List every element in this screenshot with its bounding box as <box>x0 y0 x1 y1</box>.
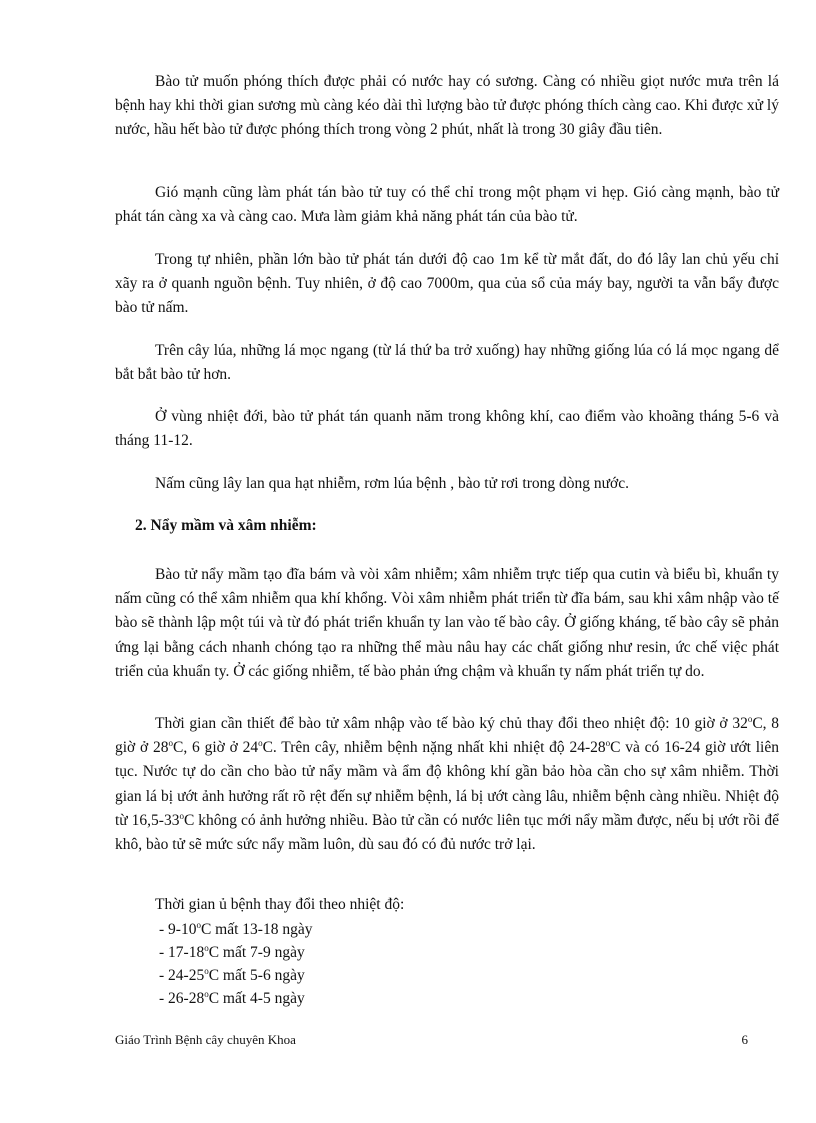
degree-mark: o <box>204 943 209 953</box>
duration: C mất 13-18 ngày <box>200 921 313 938</box>
text-segment: C, 8 giờ ở 28 <box>115 715 779 757</box>
paragraph-rice-leaves: Trên cây lúa, những lá mọc ngang (từ lá thứ ba trở xuống) hay những giống lúa có lá mọc ngang dể bắt bắt bào tử hơn. <box>115 342 779 384</box>
page-number: 6 <box>741 1032 748 1047</box>
duration: C mất 7-9 ngày <box>208 944 305 961</box>
list-item <box>159 987 312 1010</box>
degree-mark: o <box>747 714 753 724</box>
temperature-range: - 17-18 <box>159 944 205 961</box>
paragraph-seed-spread: Nấm cũng lây lan qua hạt nhiễm, rơm lúa bệnh , bào tử rơi trong dòng nước. <box>155 475 629 492</box>
temperature-range: - 24-25 <box>159 967 205 984</box>
paragraph-infection: Bào tử nẩy mầm tạo đĩa bám và vòi xâm nhiễm; xâm nhiễm trực tiếp qua cutin và biểu bì, khuẩn ty nấm cũng có thể xâm nhiễm qua khí khổng. Vòi xâm nhiễm phát triển từ đĩa bám, sau khi xâm nhập vào tế bào sẽ thành lập một túi và từ đó phát triển khuẩn ty lan vào tế bào cây. Ở giống kháng, tế bào cây sẽ phản ứng lại bằng cách nhanh chóng tạo ra những thể màu nâu hay các chất giống như resin, ức chế việc phát triển của khuẩn ty. Ở các giống nhiễm, tế bào phản ứng chậm và khuẩn ty nấm phát triển tự do. <box>115 566 779 680</box>
paragraph-altitude: Trong tự nhiên, phần lớn bào tử phát tán dưới độ cao 1m kể từ mắt đất, do đó lây lan chủ yếu chỉ xãy ra ở quanh nguồn bệnh. Tuy nhiên, ở độ cao 7000m, qua của sổ của máy bay, người ta vẫn bẩy được bào tử nấm. <box>115 251 779 317</box>
paragraph-wind-dispersal: Gió mạnh cũng làm phát tán bào tử tuy có thể chỉ trong một phạm vi hẹp. Gió càng mạnh, bào tử phát tán càng xa và càng cao. Mưa làm giảm khả năng phát tán của bào tử. <box>115 184 779 226</box>
list-item <box>159 964 312 987</box>
degree-mark: o <box>258 738 263 749</box>
degree-mark: o <box>168 738 174 749</box>
paragraph-infection-time <box>115 712 779 857</box>
text-segment: C. Trên cây, nhiễm bệnh nặng nhất khi nhiệt độ 24-28 <box>262 739 606 757</box>
degree-mark: o <box>204 989 209 999</box>
text-segment: C và có 16-24 giờ ướt liên tục. Nước tự do cần cho bào tử nẩy mầm và ẩm độ không khí gần bảo hòa cần cho sự xâm nhiễm. Thời gian lá bị ướt ảnh hưởng rất rõ rệt đến sự nhiễm bệnh, lá bị ướt càng lâu, nhiễm bệnh càng nhiều. Nhiệt độ từ 16,5-33 <box>115 739 779 829</box>
incubation-intro: Thời gian ủ bệnh thay đổi theo nhiệt độ: <box>155 896 405 913</box>
duration: C mất 4-5 ngày <box>208 990 305 1007</box>
degree-mark: o <box>179 810 184 821</box>
footer-title: Giáo Trình Bệnh cây chuyên Khoa <box>115 1032 296 1047</box>
list-item <box>159 941 312 964</box>
list-item <box>159 918 312 941</box>
degree-mark: o <box>196 920 201 930</box>
temperature-range: - 9-10 <box>159 921 197 938</box>
text-segment: C, 6 giờ ở 24 <box>173 739 259 757</box>
temperature-range: - 26-28 <box>159 990 205 1007</box>
degree-mark: o <box>605 738 611 749</box>
paragraph-spore-release: Bào tử muốn phóng thích được phải có nước hay có sương. Càng có nhiều giọt nước mưa trên lá bệnh hay khi thời gian sương mù càng kéo dài thì lượng bào tử được phóng thích càng cao. Khi được xử lý nước, hầu hết bào tử được phóng thích trong vòng 2 phút, nhất là trong 30 giây đầu tiên. <box>115 73 779 139</box>
section-heading: 2. Nẩy mầm và xâm nhiễm: <box>135 517 317 534</box>
text-segment: Thời gian cần thiết để bào tử xâm nhập vào tế bào ký chủ thay đổi theo nhiệt độ: 10 giờ ở 32 <box>155 715 748 732</box>
duration: C mất 5-6 ngày <box>208 967 305 984</box>
degree-mark: o <box>204 966 209 976</box>
text-segment: C không có ảnh hưởng nhiều. Bào tử cần có nước liên tục mới nẩy mầm được, nếu bị ướt rồi để khô, bào tử sẽ mức sức nẩy mầm luôn, dù sau đó có đủ nước trở lại. <box>115 811 779 854</box>
incubation-list <box>159 918 312 1010</box>
paragraph-tropical: Ở vùng nhiệt đới, bào tử phát tán quanh năm trong không khí, cao điểm vào khoãng tháng 5-6 và tháng 11-12. <box>115 408 779 450</box>
